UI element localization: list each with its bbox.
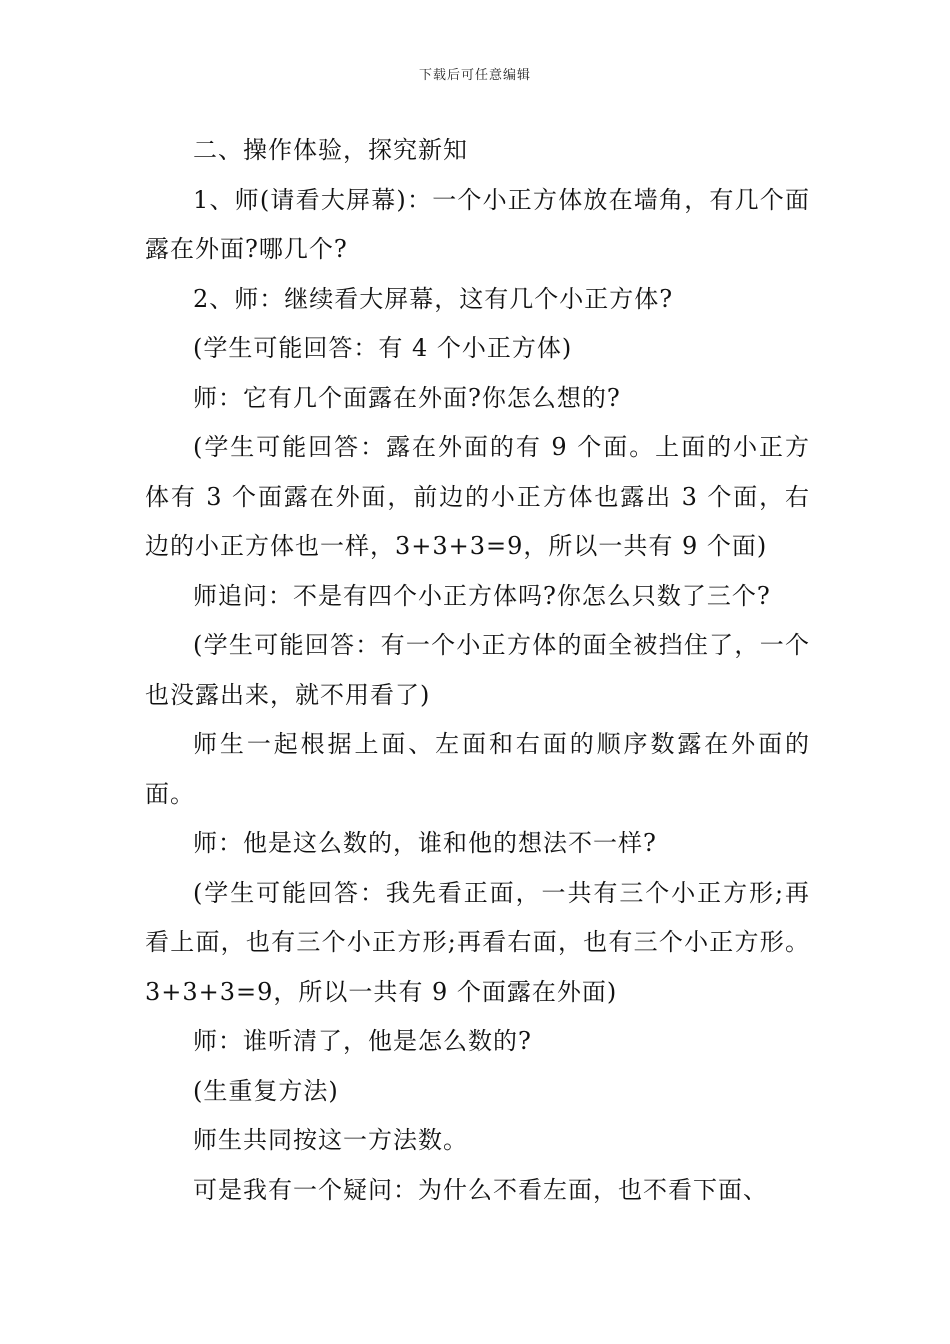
paragraph: 2、师：继续看大屏幕，这有几个小正方体?: [193, 284, 674, 313]
paragraph: 可是我有一个疑问：为什么不看左面，也不看下面、: [193, 1175, 768, 1204]
paragraph: 师：谁听清了，他是怎么数的?: [193, 1027, 532, 1055]
paragraph: (学生可能回答：有 4 个小正方体): [193, 334, 573, 362]
section-heading: 二、操作体验，探究新知: [193, 136, 468, 164]
page-header: 下载后可任意编辑: [418, 68, 531, 83]
paragraph: 师：它有几个面露在外面?你怎么想的?: [193, 383, 621, 412]
paragraph: 师生共同按这一方法数。: [193, 1126, 468, 1154]
paragraph: 师生一起根据上面、左面和右面的顺序数露在外面的面。: [145, 730, 810, 808]
paragraph: (生重复方法): [193, 1076, 339, 1105]
paragraph: (学生可能回答：我先看正面，一共有三个小正方形;再看上面，也有三个小正方形;再看右面，也有三个小正方形。3+3+3=9，所以一共有 9 个面露在外面): [145, 878, 810, 1006]
document-body: [145, 126, 810, 1215]
paragraph: (学生可能回答：有一个小正方体的面全被挡住了，一个也没露出来，就不用看了): [145, 631, 810, 709]
paragraph: 师追问：不是有四个小正方体吗?你怎么只数了三个?: [193, 581, 771, 610]
paragraph: 师：他是这么数的，谁和他的想法不一样?: [193, 829, 657, 857]
paragraph: (学生可能回答：露在外面的有 9 个面。上面的小正方体有 3 个面露在外面，前边的小正方体也露出 3 个面，右边的小正方体也一样，3+3+3=9，所以一共有 9 个面): [145, 433, 810, 560]
paragraph: 1、师(请看大屏幕)：一个小正方体放在墙角，有几个面露在外面?哪几个?: [145, 185, 810, 263]
